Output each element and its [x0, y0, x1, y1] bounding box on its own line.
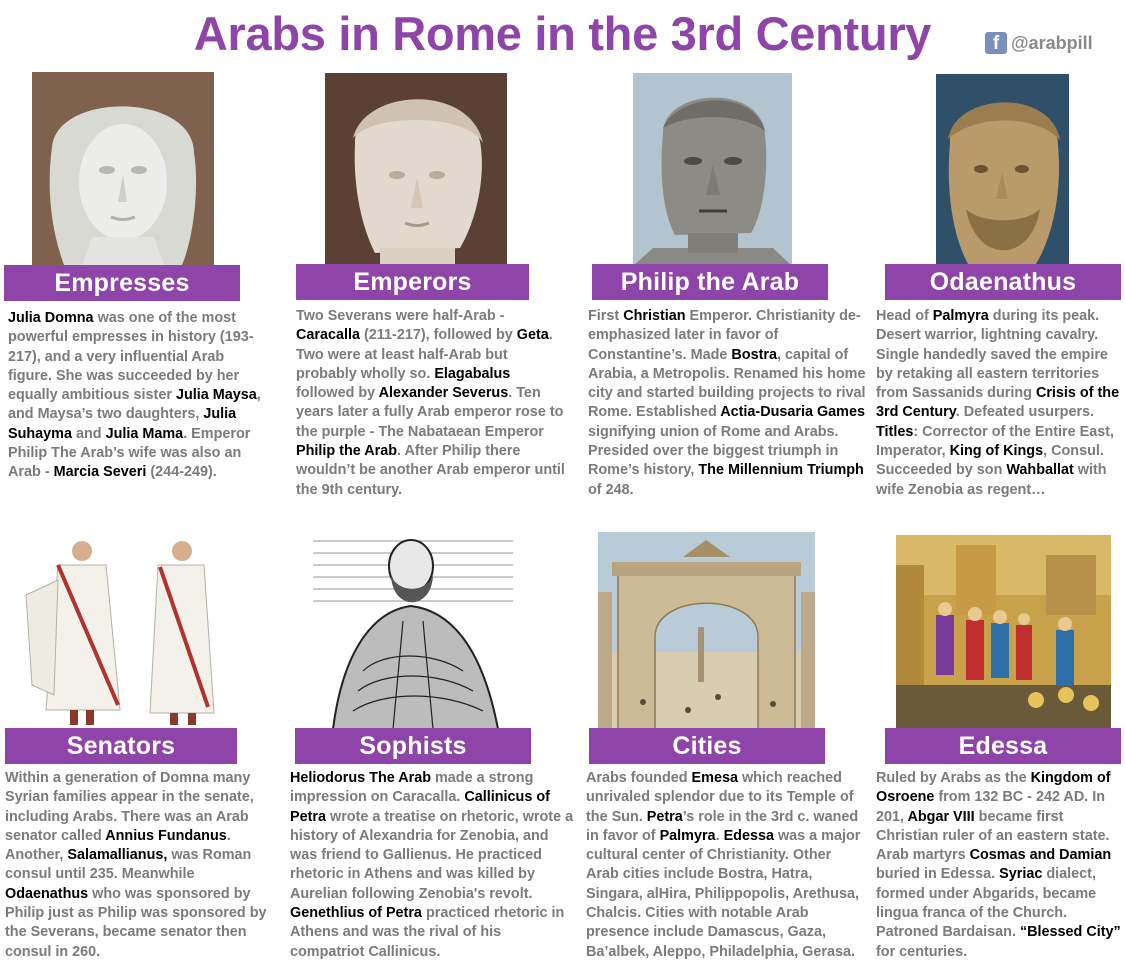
- body-text: with wife Zenobia as regent…: [876, 462, 1107, 498]
- highlight-term: “Blessed City”: [1019, 924, 1121, 941]
- body-text: followed by: [296, 385, 379, 402]
- highlight-term: Alexander Severus: [378, 385, 509, 402]
- body-text: Within a generation of Domna many Syrian families appear in the senate, including Arabs. There was an Arab senator called: [5, 770, 254, 844]
- highlight-term: Wahballat: [1006, 462, 1074, 479]
- body-text: who was sponsored by Philip just as Philip was sponsored by the Severans, became senator then consul in 260.: [5, 885, 267, 960]
- highlight-term: Annius Fundanus: [105, 827, 227, 844]
- highlight-term: Syriac: [999, 866, 1043, 883]
- heading-emperors: Emperors: [296, 264, 529, 300]
- highlight-term: Palmyra: [932, 308, 989, 324]
- highlight-term: Philip the Arab: [296, 443, 398, 460]
- desc-sophists: [290, 769, 576, 962]
- body-text: from 132 BC - 242 AD. In 201,: [876, 789, 1105, 825]
- body-text: .: [715, 827, 724, 844]
- palmyra-arch-painting-image: [598, 532, 815, 729]
- highlight-term: Salamallianus,: [67, 847, 168, 864]
- body-text: ’s role in the 3rd c. waned in favor of: [586, 808, 859, 844]
- social-handle[interactable]: [985, 31, 1093, 55]
- highlight-term: Heliodorus The Arab: [290, 770, 431, 786]
- highlight-term: Geta: [516, 327, 549, 344]
- highlight-term: Crisis of the 3rd Century: [876, 385, 1120, 421]
- highlight-term: Bostra: [731, 346, 777, 363]
- philip-the-arab-bust-image: [633, 73, 792, 266]
- body-text: . Another,: [5, 827, 231, 864]
- highlight-term: Odaenathus: [5, 885, 89, 902]
- body-text: was Roman consul until 235. Meanwhile: [5, 847, 252, 883]
- body-text: was a major cultural center of Christianity. Other Arab cities include Bostra, Hatra, Singara, alHira, Philippopolis, Arethusa, Chalcis. Cities with notable Arab presence include Damascus, Gaza, Ba’albek, Aleppo, Philadelphia, Gerasa.: [586, 827, 861, 960]
- body-text: First: [588, 308, 624, 324]
- highlight-term: Titles: [876, 423, 914, 440]
- highlight-term: Petra: [646, 808, 683, 825]
- highlight-term: Marcia Severi: [53, 464, 147, 481]
- desc-edessa: [876, 769, 1125, 962]
- highlight-term: King of Kings: [949, 443, 1044, 460]
- body-text: signifying union of Rome and Arabs. Presided over the biggest triumph in Rome’s history,: [588, 423, 839, 479]
- body-text: Head of: [876, 308, 933, 324]
- body-text: of 248.: [588, 481, 634, 498]
- highlight-term: Julia Mama: [105, 425, 184, 442]
- body-text: . Defeated usurpers.: [955, 404, 1095, 421]
- desc-empresses: [8, 309, 268, 483]
- body-text: made a strong impression on Caracalla.: [290, 770, 534, 806]
- body-text: became first Christian ruler of an eastern state. Arab martyrs: [876, 808, 1110, 864]
- body-text: which reached unrivaled splendor due to its Temple of the Sun.: [586, 770, 854, 825]
- highlight-term: The Millennium Triumph: [698, 462, 864, 479]
- body-text: and: [72, 425, 106, 442]
- body-text: practiced rhetoric in Athens and was the rival of his compatriot Callinicus.: [290, 905, 565, 960]
- cosmas-damian-painting-image: [896, 535, 1111, 728]
- heading-empresses: Empresses: [4, 265, 240, 301]
- body-text: . Two were at least half-Arab but probably wholly so.: [296, 327, 553, 382]
- highlight-term: Edessa: [723, 827, 774, 844]
- highlight-term: Caracalla: [296, 327, 361, 344]
- body-text: : Corrector of the Entire East, Imperator,: [876, 423, 1115, 460]
- body-text: . Ten years later a fully Arab emperor rose to the purple - The Nabataean Emperor: [296, 385, 564, 440]
- page-title: Arabs in Rome in the 3rd Century: [193, 7, 932, 60]
- body-text: Arabs founded: [586, 770, 692, 786]
- highlight-term: Emesa: [691, 770, 738, 786]
- highlight-term: Kingdom of Osroene: [876, 770, 1111, 806]
- body-text: Ruled by Arabs as the: [876, 770, 1031, 786]
- body-text: (244-249).: [146, 464, 217, 481]
- body-text: for centuries.: [876, 943, 968, 960]
- body-text: buried in Edessa.: [876, 866, 1000, 883]
- sophist-engraving-image: [313, 531, 513, 729]
- highlight-term: Palmyra: [659, 827, 716, 844]
- desc-odaenathus: [876, 307, 1125, 500]
- body-text: . Emperor Philip The Arab’s wife was also an Arab -: [8, 425, 251, 481]
- desc-emperors: [296, 307, 566, 500]
- social-handle-text: @arabpill: [1011, 32, 1093, 53]
- heading-senators: Senators: [5, 728, 237, 764]
- body-text: , and Maysa’s two daughters,: [8, 387, 261, 423]
- highlight-term: Julia Maysa: [175, 387, 257, 404]
- highlight-term: Christian: [623, 308, 686, 324]
- highlight-term: Actia-Dusaria Games: [720, 404, 865, 421]
- body-text: , capital of Arabia, a Metropolis. Renamed his home city and started building projects to rival Rome. Established: [588, 346, 866, 421]
- togate-senators-image: [18, 535, 225, 728]
- elagabalus-bust-image: [325, 73, 507, 266]
- highlight-term: Callinicus of Petra: [290, 789, 550, 825]
- highlight-term: Elagabalus: [434, 365, 511, 382]
- facebook-icon: f: [985, 32, 1007, 54]
- julia-domna-bust-image: [32, 72, 214, 265]
- body-text: was one of the most powerful empresses in history (193-217), and a very influential Arab figure. She was succeeded by her equally ambitious sister: [8, 310, 254, 404]
- heading-edessa: Edessa: [885, 728, 1121, 764]
- body-text: dialect, formed under Abgarids, became lingua franca of the Church. Patroned Bardaisan.: [876, 866, 1097, 941]
- highlight-term: Genethlius of Petra: [290, 905, 422, 922]
- body-text: Two Severans were half-Arab -: [296, 308, 505, 324]
- body-text: , Consul. Succeeded by son: [876, 443, 1104, 479]
- body-text: during its peak. Desert warrior, lightning cavalry. Single handedly saved the empire by retaking all eastern territories from Sassanids during: [876, 308, 1108, 402]
- desc-cities: [586, 769, 864, 962]
- body-text: wrote a treatise on rhetoric, wrote a history of Alexandria for Zenobia, and was friend to Gallienus. He practiced rhetoric in Athens and was killed by Aurelian following Zenobia's revolt.: [290, 808, 574, 902]
- heading-odaenathus: Odaenathus: [885, 264, 1121, 300]
- highlight-term: Abgar VIII: [907, 808, 975, 825]
- heading-philip-the-arab: Philip the Arab: [592, 264, 828, 300]
- desc-philip-the-arab: [588, 307, 870, 500]
- highlight-term: Julia Domna: [8, 310, 94, 326]
- highlight-term: Julia Suhayma: [8, 406, 237, 442]
- odaenathus-bust-image: [936, 74, 1069, 266]
- desc-senators: [5, 769, 277, 962]
- body-text: Emperor. Christianity de-emphasized later in favor of Constantine’s. Made: [588, 308, 861, 363]
- body-text: . After Philip there wouldn’t be another Arab emperor until the 9th century.: [296, 443, 565, 498]
- highlight-term: Cosmas and Damian: [969, 847, 1112, 864]
- heading-cities: Cities: [589, 728, 825, 764]
- body-text: (211-217), followed by: [360, 327, 517, 344]
- heading-sophists: Sophists: [295, 728, 531, 764]
